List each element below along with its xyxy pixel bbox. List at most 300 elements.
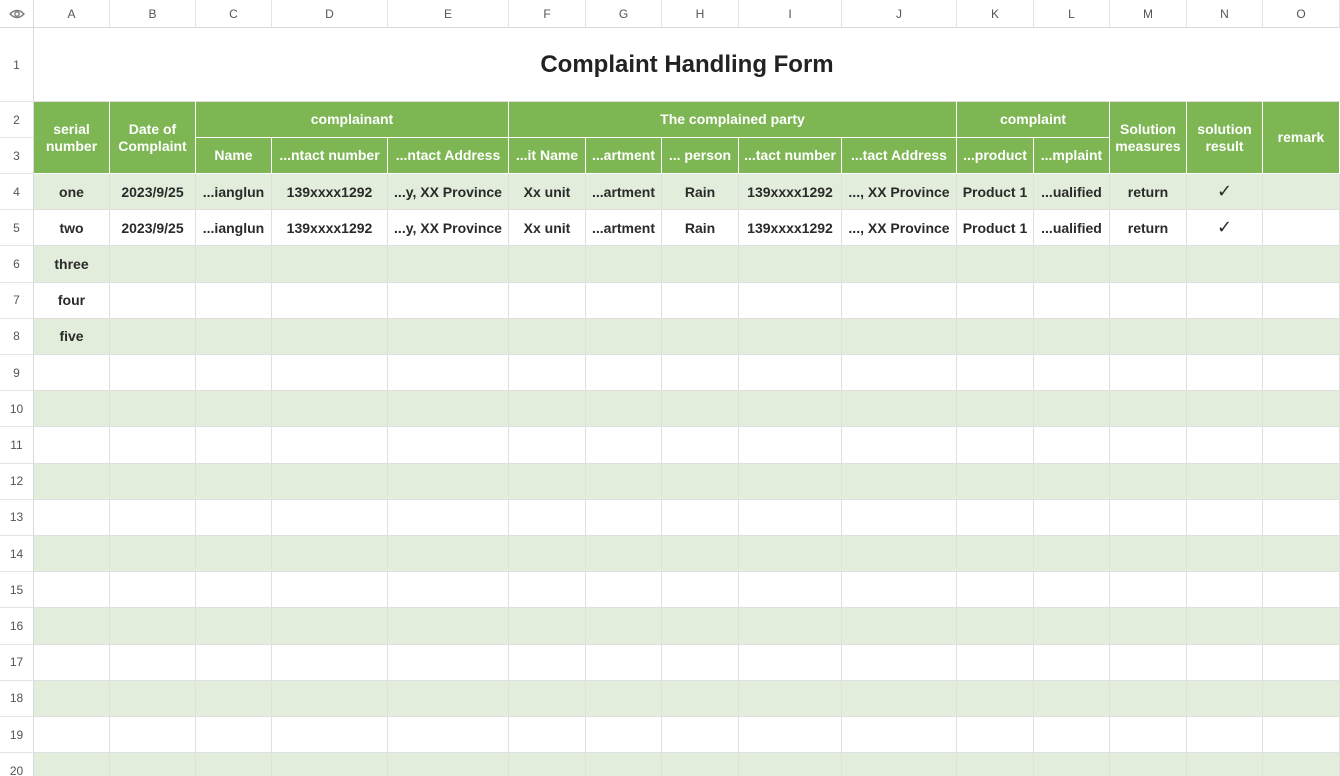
cell-i9[interactable] (739, 355, 842, 391)
cell-b19[interactable] (110, 717, 196, 753)
cell-g18[interactable] (586, 681, 662, 717)
row-header-8[interactable]: 8 (0, 319, 34, 355)
cell-h14[interactable] (662, 536, 739, 572)
header-solution-measures-label: Solution measures (1115, 120, 1181, 154)
cell-o18[interactable] (1263, 681, 1340, 717)
cell-d17[interactable] (272, 645, 388, 681)
cell-e15[interactable] (388, 572, 509, 608)
cell-b5[interactable]: 2023/9/25 (110, 210, 196, 246)
cell-g11[interactable] (586, 427, 662, 463)
cell-b8[interactable] (110, 319, 196, 355)
cell-b10[interactable] (110, 391, 196, 427)
cell-k11[interactable] (957, 427, 1034, 463)
row-header-15[interactable]: 15 (0, 572, 34, 608)
cell-k13[interactable] (957, 500, 1034, 536)
subheader-d-label: ...ntact number (279, 147, 380, 163)
row-header-7[interactable]: 7 (0, 283, 34, 319)
cell-n17[interactable] (1187, 645, 1263, 681)
cell-a15[interactable] (34, 572, 110, 608)
cell-f6[interactable] (509, 246, 586, 282)
cell-l4[interactable]: ...ualified (1034, 174, 1110, 210)
cell-m5[interactable]: return (1110, 210, 1187, 246)
cell-k18[interactable] (957, 681, 1034, 717)
cell-e9[interactable] (388, 355, 509, 391)
cell-f19[interactable] (509, 717, 586, 753)
row-header-3[interactable]: 3 (0, 138, 34, 174)
cell-k9[interactable] (957, 355, 1034, 391)
cell-a20[interactable] (34, 753, 110, 776)
cell-l14[interactable] (1034, 536, 1110, 572)
cell-l7[interactable] (1034, 283, 1110, 319)
cell-b13[interactable] (110, 500, 196, 536)
subheader-h-label: ... person (668, 147, 732, 163)
cell-c20[interactable] (196, 753, 272, 776)
cell-d15[interactable] (272, 572, 388, 608)
cell-m19[interactable] (1110, 717, 1187, 753)
cell-e12[interactable] (388, 464, 509, 500)
cell-j20[interactable] (842, 753, 957, 776)
cell-a5[interactable]: two (34, 210, 110, 246)
subheader-c-label: Name (214, 147, 253, 163)
column-header-a[interactable]: A (34, 0, 110, 28)
cell-e17[interactable] (388, 645, 509, 681)
cell-c13[interactable] (196, 500, 272, 536)
cell-h5[interactable]: Rain (662, 210, 739, 246)
cell-k6[interactable] (957, 246, 1034, 282)
column-header-d[interactable]: D (272, 0, 388, 28)
cell-h8[interactable] (662, 319, 739, 355)
row-header-16[interactable]: 16 (0, 608, 34, 644)
cell-k7[interactable] (957, 283, 1034, 319)
row-header-19[interactable]: 19 (0, 717, 34, 753)
cell-m15[interactable] (1110, 572, 1187, 608)
column-header-g[interactable]: G (586, 0, 662, 28)
cell-k4[interactable]: Product 1 (957, 174, 1034, 210)
cell-d16[interactable] (272, 608, 388, 644)
cell-f13[interactable] (509, 500, 586, 536)
cell-e14[interactable] (388, 536, 509, 572)
cell-c15[interactable] (196, 572, 272, 608)
cell-d4[interactable]: 139xxxx1292 (272, 174, 388, 210)
row-header-9[interactable]: 9 (0, 355, 34, 391)
cell-n18[interactable] (1187, 681, 1263, 717)
cell-i12[interactable] (739, 464, 842, 500)
cell-c4[interactable]: ...ianglun (196, 174, 272, 210)
cell-a8[interactable]: five (34, 319, 110, 355)
cell-g7[interactable] (586, 283, 662, 319)
cell-m20[interactable] (1110, 753, 1187, 776)
cell-n11[interactable] (1187, 427, 1263, 463)
cell-h10[interactable] (662, 391, 739, 427)
cell-c5[interactable]: ...ianglun (196, 210, 272, 246)
cell-i6[interactable] (739, 246, 842, 282)
cell-c14[interactable] (196, 536, 272, 572)
cell-e10[interactable] (388, 391, 509, 427)
cell-e20[interactable] (388, 753, 509, 776)
cell-m8[interactable] (1110, 319, 1187, 355)
header-serial-number-label: serial number (45, 120, 98, 154)
cell-a14[interactable] (34, 536, 110, 572)
cell-j7[interactable] (842, 283, 957, 319)
cell-l19[interactable] (1034, 717, 1110, 753)
cell-a16[interactable] (34, 608, 110, 644)
cell-e19[interactable] (388, 717, 509, 753)
cell-h11[interactable] (662, 427, 739, 463)
row-header-2[interactable]: 2 (0, 102, 34, 138)
cell-n6[interactable] (1187, 246, 1263, 282)
row-header-5[interactable]: 5 (0, 210, 34, 246)
cell-h15[interactable] (662, 572, 739, 608)
cell-l13[interactable] (1034, 500, 1110, 536)
cell-k19[interactable] (957, 717, 1034, 753)
cell-a10[interactable] (34, 391, 110, 427)
cell-h9[interactable] (662, 355, 739, 391)
cell-e18[interactable] (388, 681, 509, 717)
cell-d20[interactable] (272, 753, 388, 776)
row-header-14[interactable]: 14 (0, 536, 34, 572)
cell-c12[interactable] (196, 464, 272, 500)
cell-n13[interactable] (1187, 500, 1263, 536)
row-header-12[interactable]: 12 (0, 464, 34, 500)
cell-f9[interactable] (509, 355, 586, 391)
cell-g13[interactable] (586, 500, 662, 536)
cell-f5[interactable]: Xx unit (509, 210, 586, 246)
cell-g15[interactable] (586, 572, 662, 608)
column-header-o[interactable]: O (1263, 0, 1340, 28)
cell-f18[interactable] (509, 681, 586, 717)
column-header-m[interactable]: M (1110, 0, 1187, 28)
cell-m4[interactable]: return (1110, 174, 1187, 210)
cell-i18[interactable] (739, 681, 842, 717)
cell-l20[interactable] (1034, 753, 1110, 776)
cell-b15[interactable] (110, 572, 196, 608)
cell-g16[interactable] (586, 608, 662, 644)
cell-n7[interactable] (1187, 283, 1263, 319)
cell-n19[interactable] (1187, 717, 1263, 753)
cell-d19[interactable] (272, 717, 388, 753)
cell-o17[interactable] (1263, 645, 1340, 681)
cell-f8[interactable] (509, 319, 586, 355)
cell-h13[interactable] (662, 500, 739, 536)
cell-d13[interactable] (272, 500, 388, 536)
cell-n20[interactable] (1187, 753, 1263, 776)
cell-m10[interactable] (1110, 391, 1187, 427)
cell-h20[interactable] (662, 753, 739, 776)
cell-c19[interactable] (196, 717, 272, 753)
cell-e16[interactable] (388, 608, 509, 644)
cell-h7[interactable] (662, 283, 739, 319)
checkmark-icon: ✓ (1216, 217, 1233, 238)
cell-k10[interactable] (957, 391, 1034, 427)
cell-c8[interactable] (196, 319, 272, 355)
cell-b20[interactable] (110, 753, 196, 776)
cell-j10[interactable] (842, 391, 957, 427)
cell-o13[interactable] (1263, 500, 1340, 536)
cell-o8[interactable] (1263, 319, 1340, 355)
cell-f16[interactable] (509, 608, 586, 644)
cell-d7[interactable] (272, 283, 388, 319)
cell-b6[interactable] (110, 246, 196, 282)
cell-a6[interactable]: three (34, 246, 110, 282)
cell-o10[interactable] (1263, 391, 1340, 427)
cell-e8[interactable] (388, 319, 509, 355)
cell-m7[interactable] (1110, 283, 1187, 319)
cell-c10[interactable] (196, 391, 272, 427)
column-header-h[interactable]: H (662, 0, 739, 28)
cell-j13[interactable] (842, 500, 957, 536)
cell-i15[interactable] (739, 572, 842, 608)
cell-o16[interactable] (1263, 608, 1340, 644)
cell-a12[interactable] (34, 464, 110, 500)
cell-j8[interactable] (842, 319, 957, 355)
cell-g4[interactable]: ...artment (586, 174, 662, 210)
cell-m12[interactable] (1110, 464, 1187, 500)
cell-a9[interactable] (34, 355, 110, 391)
cell-i17[interactable] (739, 645, 842, 681)
cell-e13[interactable] (388, 500, 509, 536)
cell-m14[interactable] (1110, 536, 1187, 572)
cell-g19[interactable] (586, 717, 662, 753)
cell-i5[interactable]: 139xxxx1292 (739, 210, 842, 246)
cell-l5[interactable]: ...ualified (1034, 210, 1110, 246)
row-header-10[interactable]: 10 (0, 391, 34, 427)
cell-k17[interactable] (957, 645, 1034, 681)
cell-m11[interactable] (1110, 427, 1187, 463)
cell-f20[interactable] (509, 753, 586, 776)
cell-k12[interactable] (957, 464, 1034, 500)
cell-g6[interactable] (586, 246, 662, 282)
column-header-l[interactable]: L (1034, 0, 1110, 28)
cell-f17[interactable] (509, 645, 586, 681)
row-header-18[interactable]: 18 (0, 681, 34, 717)
cell-h4[interactable]: Rain (662, 174, 739, 210)
cell-a19[interactable] (34, 717, 110, 753)
cell-g12[interactable] (586, 464, 662, 500)
eye-icon[interactable] (0, 0, 34, 28)
cell-c9[interactable] (196, 355, 272, 391)
subheader-j-label: ...tact Address (851, 147, 947, 163)
cell-d8[interactable] (272, 319, 388, 355)
cell-l12[interactable] (1034, 464, 1110, 500)
cell-g9[interactable] (586, 355, 662, 391)
cell-n10[interactable] (1187, 391, 1263, 427)
cell-h16[interactable] (662, 608, 739, 644)
cell-i20[interactable] (739, 753, 842, 776)
header-date-of-complaint-label: Date of Complaint (118, 120, 187, 154)
cell-l9[interactable] (1034, 355, 1110, 391)
cell-n15[interactable] (1187, 572, 1263, 608)
cell-o7[interactable] (1263, 283, 1340, 319)
row-header-6[interactable]: 6 (0, 246, 34, 282)
cell-d9[interactable] (272, 355, 388, 391)
cell-a7[interactable]: four (34, 283, 110, 319)
column-header-f[interactable]: F (509, 0, 586, 28)
column-header-e[interactable]: E (388, 0, 509, 28)
cell-b9[interactable] (110, 355, 196, 391)
row-header-20[interactable]: 20 (0, 753, 34, 776)
cell-a17[interactable] (34, 645, 110, 681)
cell-m17[interactable] (1110, 645, 1187, 681)
column-header-b[interactable]: B (110, 0, 196, 28)
cell-m6[interactable] (1110, 246, 1187, 282)
cell-e4[interactable]: ...y, XX Province (388, 174, 509, 210)
cell-e6[interactable] (388, 246, 509, 282)
cell-f14[interactable] (509, 536, 586, 572)
cell-o6[interactable] (1263, 246, 1340, 282)
cell-m9[interactable] (1110, 355, 1187, 391)
cell-j16[interactable] (842, 608, 957, 644)
cell-j19[interactable] (842, 717, 957, 753)
cell-g20[interactable] (586, 753, 662, 776)
cell-d11[interactable] (272, 427, 388, 463)
cell-c18[interactable] (196, 681, 272, 717)
cell-i14[interactable] (739, 536, 842, 572)
cell-a13[interactable] (34, 500, 110, 536)
cell-l18[interactable] (1034, 681, 1110, 717)
cell-i13[interactable] (739, 500, 842, 536)
cell-f10[interactable] (509, 391, 586, 427)
cell-g17[interactable] (586, 645, 662, 681)
cell-b17[interactable] (110, 645, 196, 681)
row-header-4[interactable]: 4 (0, 174, 34, 210)
cell-l16[interactable] (1034, 608, 1110, 644)
column-header-c[interactable]: C (196, 0, 272, 28)
cell-i11[interactable] (739, 427, 842, 463)
cell-d5[interactable]: 139xxxx1292 (272, 210, 388, 246)
cell-h17[interactable] (662, 645, 739, 681)
cell-o4[interactable] (1263, 174, 1340, 210)
cell-d6[interactable] (272, 246, 388, 282)
cell-n12[interactable] (1187, 464, 1263, 500)
row-header-1[interactable]: 1 (0, 28, 34, 102)
cell-b18[interactable] (110, 681, 196, 717)
cell-c11[interactable] (196, 427, 272, 463)
cell-j11[interactable] (842, 427, 957, 463)
cell-j12[interactable] (842, 464, 957, 500)
cell-d18[interactable] (272, 681, 388, 717)
cell-e5[interactable]: ...y, XX Province (388, 210, 509, 246)
cell-a11[interactable] (34, 427, 110, 463)
column-header-j[interactable]: J (842, 0, 957, 28)
cell-a18[interactable] (34, 681, 110, 717)
cell-o15[interactable] (1263, 572, 1340, 608)
cell-f11[interactable] (509, 427, 586, 463)
cell-i7[interactable] (739, 283, 842, 319)
cell-i19[interactable] (739, 717, 842, 753)
cell-c16[interactable] (196, 608, 272, 644)
cell-d14[interactable] (272, 536, 388, 572)
cell-l6[interactable] (1034, 246, 1110, 282)
cell-e11[interactable] (388, 427, 509, 463)
row-header-13[interactable]: 13 (0, 500, 34, 536)
cell-j5[interactable]: ..., XX Province (842, 210, 957, 246)
cell-k8[interactable] (957, 319, 1034, 355)
cell-o20[interactable] (1263, 753, 1340, 776)
cell-h12[interactable] (662, 464, 739, 500)
cell-h6[interactable] (662, 246, 739, 282)
cell-n9[interactable] (1187, 355, 1263, 391)
cell-n8[interactable] (1187, 319, 1263, 355)
cell-b16[interactable] (110, 608, 196, 644)
cell-j6[interactable] (842, 246, 957, 282)
cell-b11[interactable] (110, 427, 196, 463)
cell-n16[interactable] (1187, 608, 1263, 644)
cell-j4[interactable]: ..., XX Province (842, 174, 957, 210)
cell-b7[interactable] (110, 283, 196, 319)
row-header-17[interactable]: 17 (0, 645, 34, 681)
cell-b12[interactable] (110, 464, 196, 500)
checkmark-icon: ✓ (1216, 181, 1233, 202)
cell-l11[interactable] (1034, 427, 1110, 463)
cell-m16[interactable] (1110, 608, 1187, 644)
cell-f4[interactable]: Xx unit (509, 174, 586, 210)
cell-j15[interactable] (842, 572, 957, 608)
cell-j17[interactable] (842, 645, 957, 681)
cell-a4[interactable]: one (34, 174, 110, 210)
cell-k16[interactable] (957, 608, 1034, 644)
cell-i8[interactable] (739, 319, 842, 355)
cell-o11[interactable] (1263, 427, 1340, 463)
cell-f15[interactable] (509, 572, 586, 608)
cell-i10[interactable] (739, 391, 842, 427)
column-header-i[interactable]: I (739, 0, 842, 28)
cell-c7[interactable] (196, 283, 272, 319)
cell-m18[interactable] (1110, 681, 1187, 717)
cell-m13[interactable] (1110, 500, 1187, 536)
cell-g14[interactable] (586, 536, 662, 572)
cell-b4[interactable]: 2023/9/25 (110, 174, 196, 210)
cell-f12[interactable] (509, 464, 586, 500)
cell-n4[interactable] (1187, 174, 1263, 210)
cell-e7[interactable] (388, 283, 509, 319)
column-header-n[interactable]: N (1187, 0, 1263, 28)
cell-k14[interactable] (957, 536, 1034, 572)
cell-g8[interactable] (586, 319, 662, 355)
cell-d10[interactable] (272, 391, 388, 427)
cell-k5[interactable]: Product 1 (957, 210, 1034, 246)
cell-l17[interactable] (1034, 645, 1110, 681)
cell-j14[interactable] (842, 536, 957, 572)
cell-i16[interactable] (739, 608, 842, 644)
cell-c6[interactable] (196, 246, 272, 282)
cell-g5[interactable]: ...artment (586, 210, 662, 246)
cell-i4[interactable]: 139xxxx1292 (739, 174, 842, 210)
cell-f7[interactable] (509, 283, 586, 319)
cell-o19[interactable] (1263, 717, 1340, 753)
cell-n14[interactable] (1187, 536, 1263, 572)
cell-j18[interactable] (842, 681, 957, 717)
cell-g10[interactable] (586, 391, 662, 427)
row-header-11[interactable]: 11 (0, 427, 34, 463)
cell-k20[interactable] (957, 753, 1034, 776)
cell-j9[interactable] (842, 355, 957, 391)
cell-l15[interactable] (1034, 572, 1110, 608)
cell-c17[interactable] (196, 645, 272, 681)
cell-o14[interactable] (1263, 536, 1340, 572)
cell-k15[interactable] (957, 572, 1034, 608)
cell-b14[interactable] (110, 536, 196, 572)
cell-l10[interactable] (1034, 391, 1110, 427)
cell-l8[interactable] (1034, 319, 1110, 355)
cell-o9[interactable] (1263, 355, 1340, 391)
cell-o5[interactable] (1263, 210, 1340, 246)
cell-o12[interactable] (1263, 464, 1340, 500)
cell-h19[interactable] (662, 717, 739, 753)
cell-d12[interactable] (272, 464, 388, 500)
column-header-k[interactable]: K (957, 0, 1034, 28)
cell-n5[interactable] (1187, 210, 1263, 246)
cell-h18[interactable] (662, 681, 739, 717)
